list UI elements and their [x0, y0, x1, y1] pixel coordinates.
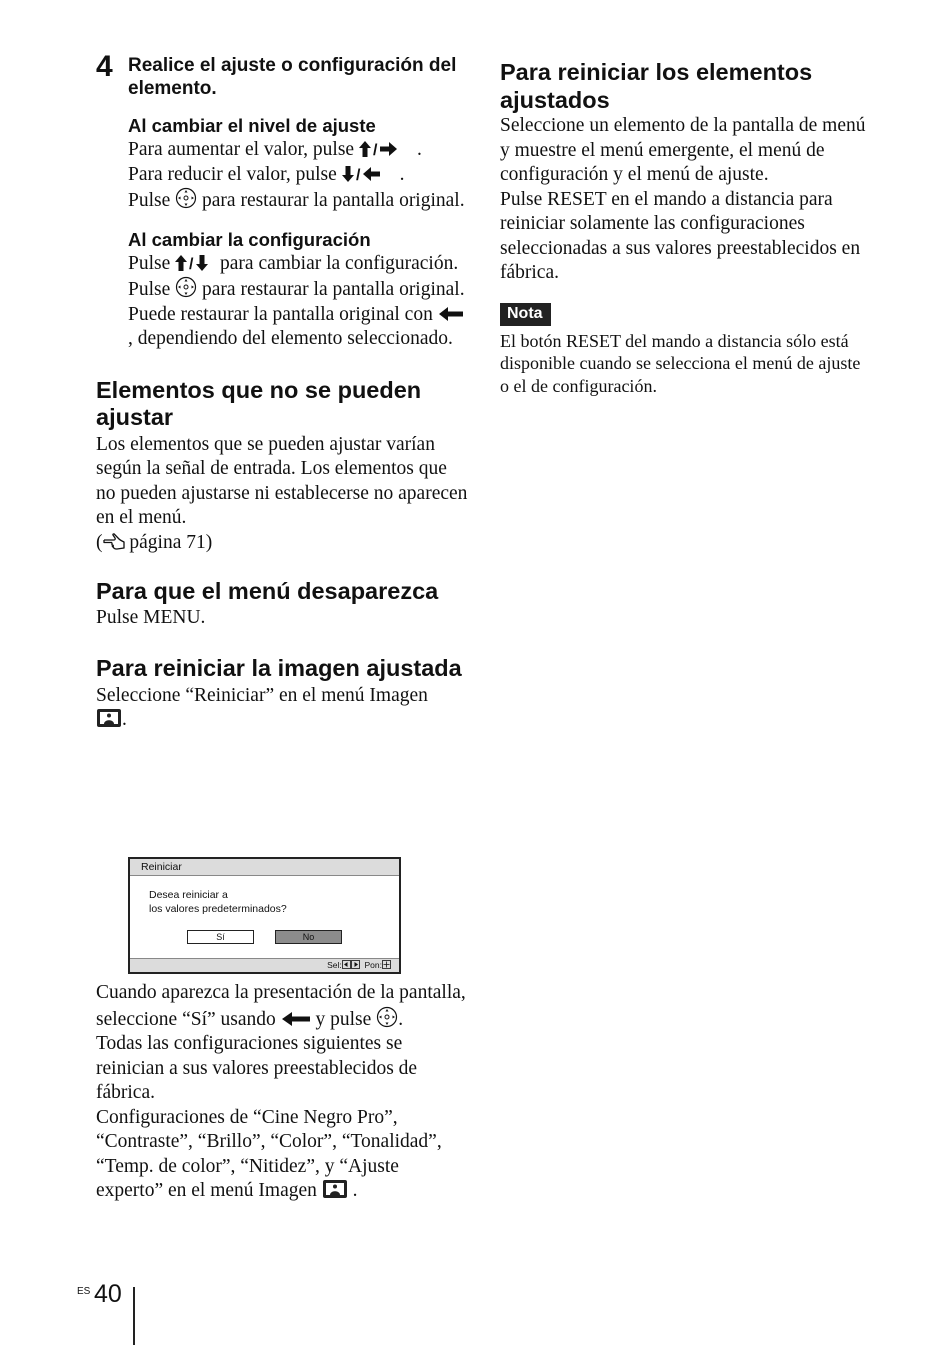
desaparezca-text: Pulse MENU.: [96, 606, 206, 628]
arrow-left-icon: [281, 1010, 311, 1028]
nivel-line2: Para reducir el valor, pulse: [128, 163, 342, 185]
after-p3: Configuraciones de “Cine Negro Pro”, “Contraste”, “Brillo”, “Color”, “Tonalidad”, “Temp. de color”, “Nitidez”, y “Ajuste experto” en el menú Imagen .: [96, 1106, 442, 1201]
enter-button-icon: [175, 276, 197, 298]
step-title: Realice el ajuste o configuración del elemento.: [128, 55, 457, 99]
after-dialog-text: Cuando aparezca la presentación de la pantalla, seleccione “Sí” usando y pulse . Todas las configuraciones siguientes se reinician a sus valores preestablecidos de fábrica. Configuraciones de “Cine Negro Pro”, “Contraste”, “Brillo”, “Color”, “Tonalidad”, “Temp. de color”, “Nitidez”, y “Ajuste experto” en el menú Imagen .: [96, 981, 468, 1204]
nota-badge: Nota: [500, 303, 551, 326]
config-text: Pulse / para cambiar la configuración. Pulse para restaurar la pantalla original. Puede restaurar la pantalla original con , dependiendo del elemento seleccionado.: [128, 252, 465, 349]
svg-text:/: /: [355, 166, 361, 183]
right-column: [500, 59, 872, 397]
reiniciar-elementos-p2: Pulse RESET en el mando a distancia para reiniciar solamente las configuraciones seleccionadas a sus valores preestablecidos en fábrica.: [500, 188, 861, 283]
enter-button-icon: [175, 187, 197, 209]
dialog-message: Desea reiniciar a los valores predeterminados?: [149, 889, 287, 915]
dialog-footer: Sel: Pon:: [130, 958, 399, 972]
left-right-keys-icon: [342, 960, 360, 969]
picture-menu-icon: [96, 708, 122, 728]
arrow-down-left-icon: [342, 165, 400, 183]
nota-box: [500, 303, 872, 398]
step-4: [96, 50, 468, 352]
dialog-no-button[interactable]: No: [275, 930, 342, 944]
page-divider: [133, 1287, 135, 1345]
enter-key-icon: [382, 960, 391, 969]
heading-config: Al cambiar la configuración: [128, 228, 371, 250]
page-num: 40: [94, 1280, 122, 1308]
nivel-text: Para aumentar el valor, pulse / . Para reducir el valor, pulse / . Pulse para restaurar la pantalla original.: [128, 139, 465, 211]
nota-text: El botón RESET del mando a distancia sólo está disponible cuando se selecciona el menú de ajuste o el de configuración.: [500, 330, 861, 396]
dialog-yes-button[interactable]: Sí: [187, 930, 254, 944]
left-column: [96, 50, 468, 733]
heading-no-ajustar: Elementos que no se pueden ajustar: [96, 376, 422, 430]
reset-dialog: [128, 857, 401, 974]
svg-text:/: /: [372, 142, 378, 158]
after-p2: Todas las configuraciones siguientes se reinician a sus valores preestablecidos de fábrica.: [96, 1033, 418, 1103]
picture-menu-icon: [322, 1179, 348, 1199]
reiniciar-imagen-text: Seleccione “Reiniciar” en el menú Imagen .: [96, 684, 428, 730]
reiniciar-elementos-p1: Seleccione un elemento de la pantalla de menú y muestre el menú emergente, el menú de configuración y el menú de ajuste.: [500, 115, 866, 185]
no-ajustar-text: Los elementos que se pueden ajustar varían según la señal de entrada. Los elementos que no pueden ajustarse ni establecerse no aparecen en el menú. ( página 71): [96, 433, 468, 553]
dialog-title: Reiniciar: [130, 859, 399, 876]
heading-reiniciar-imagen: Para reiniciar la imagen ajustada: [96, 655, 462, 681]
step-number: 4: [96, 50, 113, 83]
arrow-left-icon: [438, 305, 464, 323]
arrow-up-right-icon: [359, 140, 417, 158]
svg-text:/: /: [189, 255, 194, 272]
heading-desaparezca: Para que el menú desaparezca: [96, 578, 439, 604]
enter-button-icon: [376, 1006, 398, 1028]
heading-reiniciar-elementos: Para reiniciar los elementos ajustados: [500, 59, 813, 113]
nivel-line3: Pulse: [128, 190, 176, 211]
nivel-line1: Para aumentar el valor, pulse: [128, 139, 359, 160]
page-lang: ES: [77, 1286, 91, 1297]
arrow-up-down-icon: [175, 254, 215, 272]
pointing-hand-icon: [103, 533, 125, 551]
heading-nivel: Al cambiar el nivel de ajuste: [128, 115, 376, 136]
